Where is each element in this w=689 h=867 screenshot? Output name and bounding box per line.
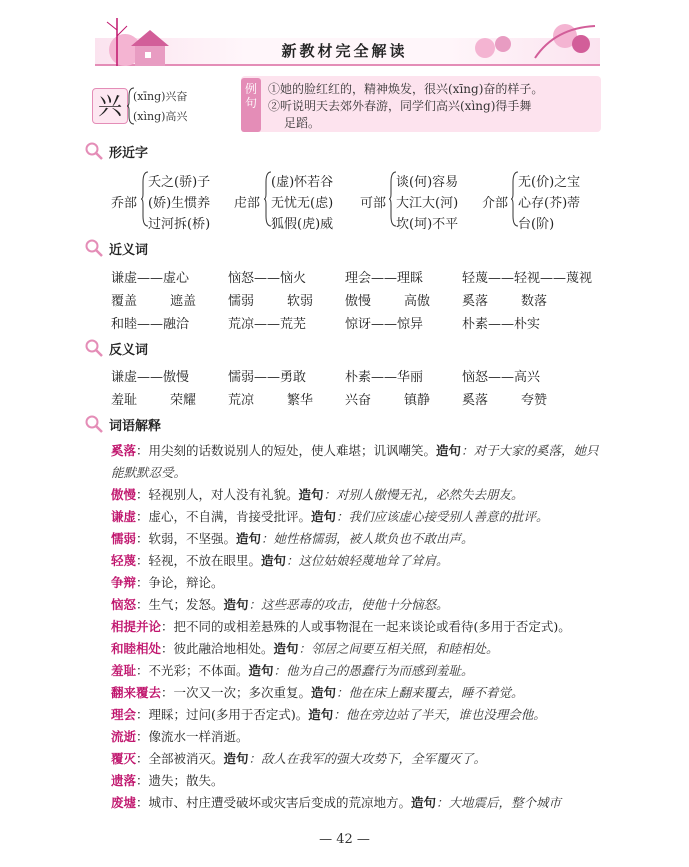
definition-entry: 流逝：像流水一样消逝。	[111, 729, 249, 744]
similar-item: 无(价)之宝	[518, 175, 581, 190]
similar-item: 台(阶)	[518, 217, 555, 232]
group-label: 乔部	[111, 196, 138, 211]
page-header-title: 新教材完全解读	[281, 42, 408, 60]
antonym-pair: 恼怒——高兴	[462, 370, 541, 385]
synonym-pair: 轻蔑——轻视——蔑视	[462, 271, 593, 286]
similar-item: 坎(坷)不平	[396, 217, 459, 232]
section-definitions	[85, 413, 161, 435]
section-similar	[85, 140, 148, 162]
page-number: — 42 —	[319, 832, 370, 847]
similar-item: 狐假(虎)威	[271, 217, 334, 232]
group-label: 介部	[482, 196, 509, 211]
antonym-word: 繁华	[287, 393, 314, 408]
synonym-pair: 荒凉——荒芜	[228, 317, 307, 332]
example-line-3: 足蹈。	[284, 116, 321, 130]
synonym-pair: 朴素——朴实	[462, 317, 541, 332]
antonym-pair: 谦虚——傲慢	[111, 370, 190, 385]
definition-entry: 谦虚：虚心，不自满，肯接受批评。造句：我们应该虚心接受别人善意的批评。	[111, 509, 549, 524]
definition-entry: 相提并论：把不同的或相差悬殊的人或事物混在一起来谈论或看待(多用于否定式)。	[111, 619, 571, 634]
definition-entry: 遗落：遗失；散失。	[111, 773, 224, 788]
magnifier-icon	[85, 239, 103, 257]
antonym-word: 荣耀	[170, 393, 197, 408]
example-line-1: ①她的脸红红的，精神焕发，很兴(xīng)奋的样子。	[268, 82, 544, 96]
antonym-word: 羞耻	[111, 393, 138, 408]
example-line-2: ②听说明天去郊外春游，同学们高兴(xìng)得手舞	[268, 99, 532, 113]
antonym-word: 兴奋	[345, 393, 372, 408]
synonym-word: 懦弱	[228, 294, 255, 309]
synonym-pair: 恼怒——恼火	[228, 271, 307, 286]
definition-entry: 理会：理睬；过问(多用于否定式)。造句：他在旁边站了半天，谁也没理会他。	[111, 707, 546, 722]
similar-item: 心存(芥)蒂	[518, 196, 581, 211]
section-antonyms	[85, 337, 148, 359]
antonym-word: 荒凉	[228, 393, 255, 408]
antonym-word: 奚落	[462, 393, 489, 408]
definition-list	[111, 440, 611, 814]
section-title: 反义词	[109, 342, 149, 358]
section-title: 形近字	[109, 145, 149, 161]
definition-entry: 羞耻：不光彩；不体面。造句：他为自己的愚蠢行为而感到羞耻。	[111, 663, 474, 678]
synonym-word: 覆盖	[111, 294, 138, 309]
section-title: 词语解释	[109, 418, 162, 434]
magnifier-icon	[85, 142, 103, 160]
polyphone-reading-2: (xìng)高兴	[133, 110, 188, 123]
definition-entry: 覆灭：全部被消灭。造句：敌人在我军的强大攻势下，全军覆灭了。	[111, 751, 487, 766]
definition-entry: 翻来覆去：一次又一次；多次重复。造句：他在床上翻来覆去，睡不着觉。	[111, 685, 524, 700]
group-label: 可部	[360, 196, 387, 211]
similar-item: (娇)生惯养	[148, 196, 211, 211]
definition-entry: 轻蔑：轻视，不放在眼里。造句：这位姑娘轻蔑地耸了耸肩。	[111, 553, 449, 568]
magnifier-icon	[85, 339, 103, 357]
magnifier-icon	[85, 415, 103, 433]
section-title: 近义词	[109, 242, 149, 258]
similar-item: 大江大(河)	[396, 196, 459, 211]
synonym-pair: 理会——理睬	[345, 271, 424, 286]
antonym-pair: 朴素——华丽	[345, 370, 424, 385]
similar-item: 夭之(骄)子	[148, 175, 211, 190]
antonym-word: 夸赞	[521, 393, 548, 408]
synonym-word: 遮盖	[170, 294, 197, 309]
definition-entry: 废墟：城市、村庄遭受破坏或灾害后变成的荒凉地方。造句：大地震后，整个城市	[111, 795, 562, 810]
similar-item: 谈(何)容易	[396, 175, 459, 190]
similar-item: 无忧无(虑)	[271, 196, 334, 211]
synonym-word: 高傲	[404, 294, 431, 309]
example-tab: 例句	[241, 78, 261, 132]
polyphone-reading-1: (xīng)兴奋	[133, 90, 188, 103]
definition-entry: 恼怒：生气；发怒。造句：这些恶毒的攻击，使他十分恼怒。	[111, 597, 449, 612]
polyphone-char: 兴	[92, 88, 128, 124]
definition-entry: 争辩：争论，辩论。	[111, 575, 224, 590]
definition-entry: 懦弱：软弱，不坚强。造句：她性格懦弱，被人欺负也不敢出声。	[111, 531, 474, 546]
section-synonyms	[85, 237, 148, 259]
synonym-word: 傲慢	[345, 294, 372, 309]
antonym-word: 镇静	[404, 393, 431, 408]
similar-item: (虚)怀若谷	[271, 175, 334, 190]
synonym-word: 软弱	[287, 294, 314, 309]
synonym-pair: 谦虚——虚心	[111, 271, 190, 286]
definition-entry: 傲慢：轻视别人，对人没有礼貌。造句：对别人傲慢无礼，必然失去朋友。	[111, 487, 524, 502]
group-label: 虍部	[234, 196, 261, 211]
antonym-pair: 懦弱——勇敢	[228, 370, 307, 385]
synonym-word: 奚落	[462, 294, 489, 309]
synonym-pair: 和睦——融洽	[111, 317, 190, 332]
synonym-pair: 惊讶——惊异	[345, 317, 424, 332]
synonym-word: 数落	[521, 294, 548, 309]
definition-entry: 和睦相处：彼此融洽地相处。造句：邻居之间要互相关照，和睦相处。	[111, 641, 499, 656]
definition-entry: 奚落：用尖刻的话数说别人的短处，使人难堪；讥讽嘲笑。造句：对于大家的奚落，她只能默默忍受。	[111, 443, 599, 480]
similar-item: 过河拆(桥)	[148, 217, 211, 232]
